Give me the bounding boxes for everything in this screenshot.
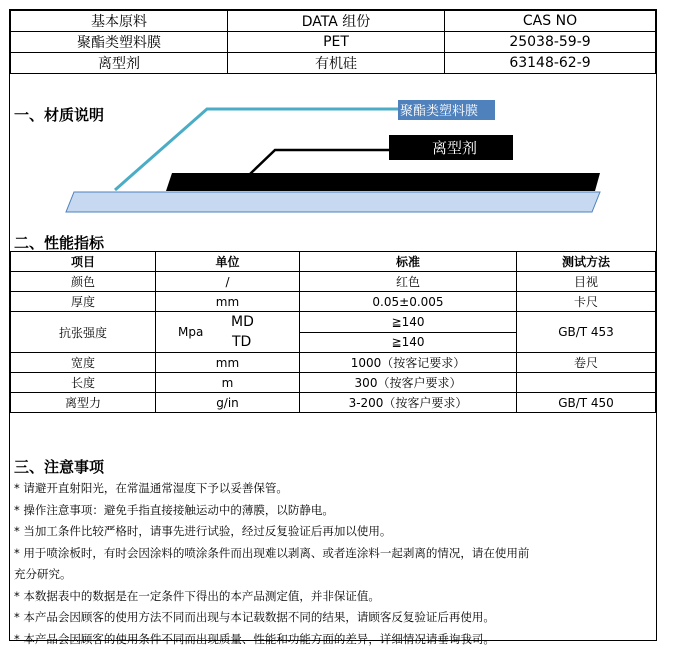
cell: / <box>156 272 300 292</box>
pet-film-layer <box>66 192 600 212</box>
table-row <box>11 53 656 74</box>
note-item: * 本产品会因顾客的使用方法不同而出现与本记载数据不同的结果，请顾客反复验证后再使用。 <box>14 607 529 629</box>
cell: 3-200（按客户要求） <box>300 393 517 413</box>
cell: 宽度 <box>11 353 156 373</box>
cell: 红色 <box>300 272 517 292</box>
table-row <box>11 32 656 53</box>
td-label: TD <box>232 334 251 350</box>
cell: m <box>156 373 300 393</box>
table-row <box>11 373 656 393</box>
material-table <box>10 10 656 74</box>
cell: 离型剂 <box>11 53 228 74</box>
cell: ≧140 <box>300 332 517 353</box>
cell: PET <box>228 32 445 53</box>
cell: 聚酯类塑料膜 <box>11 32 228 53</box>
table-row <box>11 393 656 413</box>
cell: 0.05±0.005 <box>300 292 517 312</box>
table-row <box>11 11 656 32</box>
header-item: 项目 <box>11 252 156 272</box>
table-row <box>11 252 656 272</box>
cell: 颜色 <box>11 272 156 292</box>
cell: 基本原料 <box>11 11 228 32</box>
cell: DATA 组份 <box>228 11 445 32</box>
cell: 离型力 <box>11 393 156 413</box>
cell-unit-tensile <box>156 312 300 353</box>
header-standard: 标准 <box>300 252 517 272</box>
cell: 卡尺 <box>517 292 656 312</box>
cell: GB/T 453 <box>517 312 656 353</box>
cell: 25038-59-9 <box>445 32 656 53</box>
note-item: * 操作注意事项：避免手指直接接触运动中的薄膜，以防静电。 <box>14 500 529 522</box>
notes-list <box>14 478 529 650</box>
cell: 长度 <box>11 373 156 393</box>
cell: 抗张强度 <box>11 312 156 353</box>
note-item: * 用于喷涂板时，有时会因涂料的喷涂条件而出现难以剥离、或者连涂料一起剥离的情况，请在使用前 <box>14 543 529 565</box>
table-row <box>11 312 656 333</box>
cell: 1000（按客记要求） <box>300 353 517 373</box>
cell: 63148-62-9 <box>445 53 656 74</box>
header-unit: 单位 <box>156 252 300 272</box>
release-layer <box>166 173 600 191</box>
cell: GB/T 450 <box>517 393 656 413</box>
note-item: * 本产品会因顾客的使用条件不同而出现质量、性能和功能方面的差异，详细情况请垂询我司。 <box>14 629 529 650</box>
note-item: * 本数据表中的数据是在一定条件下得出的本产品测定值，并非保证值。 <box>14 586 529 608</box>
section-title-performance: 二、性能指标 <box>14 232 104 253</box>
table-row <box>11 292 656 312</box>
material-diagram <box>0 95 673 220</box>
header-method: 测试方法 <box>517 252 656 272</box>
section-title-notes: 三、注意事项 <box>14 456 104 477</box>
cell: 目视 <box>517 272 656 292</box>
cell: mm <box>156 292 300 312</box>
cell: 300（按客户要求） <box>300 373 517 393</box>
md-label: MD <box>231 314 254 330</box>
cell: CAS NO <box>445 11 656 32</box>
cell: 卷尺 <box>517 353 656 373</box>
cell: 厚度 <box>11 292 156 312</box>
note-item: * 请避开直射阳光，在常温通常湿度下予以妥善保管。 <box>14 478 529 500</box>
note-item: 充分研究。 <box>14 564 529 586</box>
cell: ≧140 <box>300 312 517 333</box>
cell: g/in <box>156 393 300 413</box>
cell: 有机硅 <box>228 53 445 74</box>
cell <box>517 373 656 393</box>
release-leader-line <box>250 150 392 174</box>
note-item: * 当加工条件比较严格时，请事先进行试验，经过反复验证后再加以使用。 <box>14 521 529 543</box>
table-row <box>11 272 656 292</box>
performance-table <box>10 251 656 413</box>
film-label: 聚酯类塑料膜 <box>400 103 478 119</box>
unit-label: Mpa <box>178 325 203 339</box>
release-label: 离型剂 <box>432 139 477 157</box>
table-row <box>11 353 656 373</box>
cell: mm <box>156 353 300 373</box>
section-title-material: 一、材质说明 <box>14 104 104 125</box>
